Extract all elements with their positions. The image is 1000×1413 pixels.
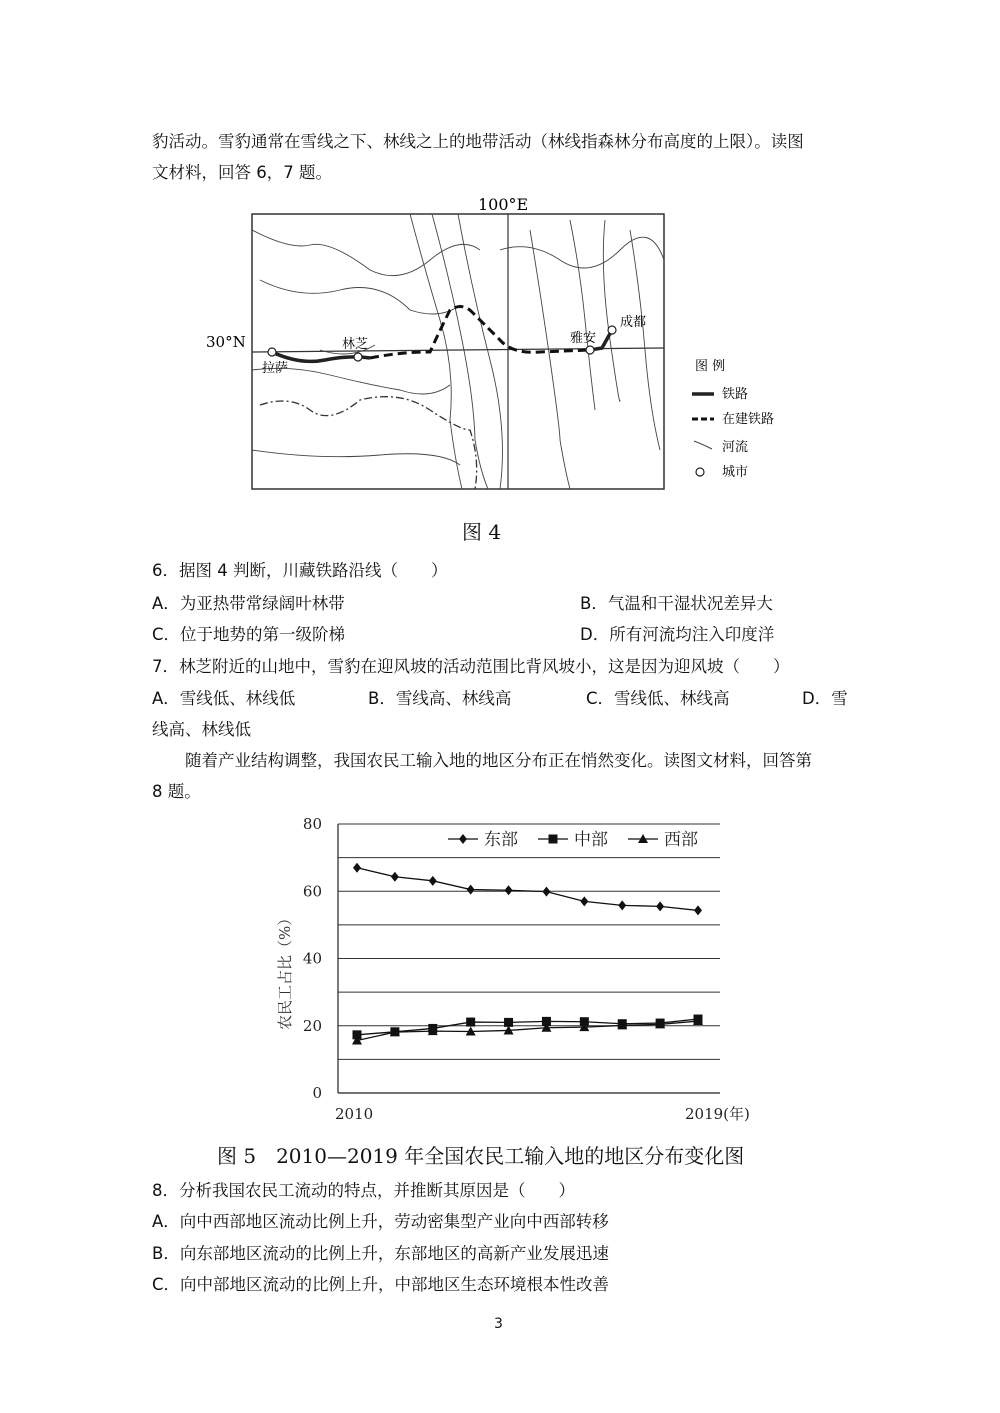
legend-railway-label: 铁路 xyxy=(722,387,749,402)
q6-option-b: B．气温和干湿状况差异大 xyxy=(580,594,773,613)
q6-option-c: C．位于地势的第一级阶梯 xyxy=(152,625,346,644)
city-chengdu-marker xyxy=(608,326,616,334)
chart-xtick-2010: 2010 xyxy=(335,1105,374,1123)
river-9 xyxy=(603,220,620,401)
chart-point-square-2013 xyxy=(466,1018,475,1027)
legend-city-symbol xyxy=(696,468,704,476)
intro2-line-2: 8 题。 xyxy=(152,782,201,801)
chart-ytick-20: 20 xyxy=(302,1016,322,1035)
city-yaan-label: 雅安 xyxy=(570,331,597,346)
chart-ytick-40: 40 xyxy=(302,949,322,968)
chart-series-diamond xyxy=(353,863,702,916)
chart-point-diamond-2019 xyxy=(694,905,702,915)
q7-option-b: B．雪线高、林线高 xyxy=(368,689,512,708)
chart-line-diamond xyxy=(357,868,698,911)
map-lat-label: 30°N xyxy=(206,333,246,351)
map-border-line xyxy=(260,397,477,489)
chart-point-diamond-2010 xyxy=(353,863,361,873)
legend-river-symbol xyxy=(694,441,712,449)
river-11 xyxy=(500,237,664,268)
chart-point-diamond-2018 xyxy=(656,901,664,911)
legend-marker-diamond xyxy=(459,834,467,844)
q6-option-d: D．所有河流均注入印度洋 xyxy=(580,625,775,644)
legend-label-triangle: 西部 xyxy=(664,830,698,850)
chart-legend xyxy=(448,830,698,850)
chart-xtick-2019: 2019(年) xyxy=(685,1105,750,1123)
chart-figure-5 xyxy=(260,810,780,1130)
intro2-line-1: 随着产业结构调整，我国农民工输入地的地区分布正在悄然变化。读图文材料，回答第 xyxy=(185,751,812,770)
chart-line-square xyxy=(357,1019,698,1035)
q8-option-b: B．向东部地区流动的比例上升，东部地区的高新产业发展迅速 xyxy=(152,1244,609,1263)
chart-ylabel: 农民工占比（%） xyxy=(276,910,294,1030)
city-nyingchi-marker xyxy=(354,353,362,361)
map-figure-4 xyxy=(200,190,820,500)
chart-point-diamond-2012 xyxy=(429,876,437,886)
legend-title: 图 例 xyxy=(695,359,726,374)
chart-y-ticks xyxy=(303,815,322,1102)
chart-point-diamond-2017 xyxy=(618,900,626,910)
q7-stem: 7．林芝附近的山地中，雪豹在迎风坡的活动范围比背风坡小，这是因为迎风坡（ ） xyxy=(152,657,790,676)
q7-option-d-part2: 线高、林线低 xyxy=(152,720,251,739)
river-5 xyxy=(432,214,488,489)
legend-label-diamond: 东部 xyxy=(484,830,518,850)
q8-option-c: C．向中部地区流动的比例上升，中部地区生态环境根本性改善 xyxy=(152,1275,610,1294)
river-13 xyxy=(252,450,460,465)
chart-point-diamond-2015 xyxy=(542,887,550,897)
chart-ytick-80: 80 xyxy=(302,815,322,833)
legend-city-label: 城市 xyxy=(722,465,749,480)
legend-marker-square xyxy=(549,835,558,844)
page-number: 3 xyxy=(494,1316,503,1332)
legend-label-square: 中部 xyxy=(574,830,608,850)
city-nyingchi-label: 林芝 xyxy=(342,337,369,352)
river-7 xyxy=(530,230,570,489)
q8-option-a: A．向中西部地区流动比例上升，劳动密集型产业向中西部转移 xyxy=(152,1212,609,1231)
q8-stem: 8．分析我国农民工流动的特点，并推断其原因是（ ） xyxy=(152,1181,575,1200)
q7-option-a: A．雪线低、林线低 xyxy=(152,689,296,708)
chart-point-diamond-2013 xyxy=(467,885,475,895)
river-10 xyxy=(630,230,660,450)
city-lhasa-label: 拉萨 xyxy=(262,361,289,376)
intro-line-2: 文材料，回答 6，7 题。 xyxy=(152,163,332,182)
river-8 xyxy=(570,220,595,410)
chart-ytick-0: 0 xyxy=(312,1084,322,1102)
city-yaan-marker xyxy=(586,346,594,354)
chart-point-diamond-2011 xyxy=(391,872,399,882)
q6-option-a: A．为亚热带常绿阔叶林带 xyxy=(152,594,345,613)
map-lon-label: 100°E xyxy=(478,195,529,214)
map-caption: 图 4 xyxy=(462,520,502,544)
intro-line-1: 豹活动。雪豹通常在雪线之下、林线之上的地带活动（林线指森林分布高度的上限）。读图 xyxy=(152,132,804,151)
city-lhasa-marker xyxy=(268,348,276,356)
legend-river-label: 河流 xyxy=(722,440,749,455)
chart-series xyxy=(352,863,703,1045)
chart-caption: 图 5 2010—2019 年全国农民工输入地的地区分布变化图 xyxy=(217,1144,745,1168)
q6-stem: 6．据图 4 判断，川藏铁路沿线（ ） xyxy=(152,561,448,580)
chart-point-diamond-2016 xyxy=(580,896,588,906)
chart-point-diamond-2014 xyxy=(505,885,513,895)
map-legend xyxy=(692,359,774,480)
city-chengdu-label: 成都 xyxy=(620,315,647,330)
q7-option-c: C．雪线低、林线高 xyxy=(586,689,730,708)
chart-series-square xyxy=(353,1015,703,1040)
chart-ytick-60: 60 xyxy=(302,882,322,901)
q7-option-d-part1: D．雪 xyxy=(802,689,848,708)
legend-construction-label: 在建铁路 xyxy=(722,412,775,427)
